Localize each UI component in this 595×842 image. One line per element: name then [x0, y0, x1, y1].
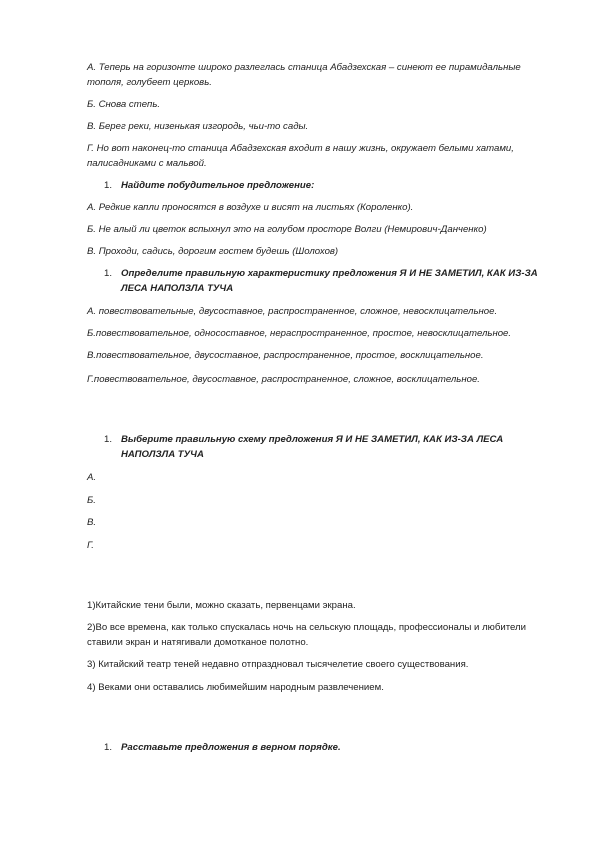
- question-characteristic: [104, 266, 554, 296]
- scheme-option-g: Г.: [87, 540, 94, 551]
- option-g-characteristic: Г.повествовательное, двусоставное, распространенное, сложное, восклицательное.: [87, 374, 480, 385]
- question-number: 1.: [104, 434, 113, 445]
- question-number: 1.: [104, 742, 113, 753]
- scheme-option-v: В.: [87, 517, 97, 528]
- scheme-option-a: А.: [87, 472, 97, 483]
- option-a-sentence: А. Редкие капли проносятся в воздухе и висят на листьях (Короленко).: [87, 202, 414, 213]
- option-g-sentence: Г. Но вот наконец-то станица Абадзехская входит в нашу жизнь, окружает белыми хатами, палисадниками с мальвой.: [87, 143, 514, 169]
- option-b-sentence: Б. Не алый ли цветок вспыхнул это на голубом просторе Волги (Немирович-Данченко): [87, 224, 487, 235]
- sentence-3: 3) Китайский театр теней недавно отпраздновал тысячелетие своего существования.: [87, 659, 469, 670]
- sentence-1: 1)Китайские тени были, можно сказать, первенцами экрана.: [87, 600, 356, 611]
- question-text: Определите правильную характеристику предложения Я И НЕ ЗАМЕТИЛ, КАК ИЗ-ЗА ЛЕСА НАПОЛЗЛА ТУЧА: [121, 268, 538, 294]
- question-number: 1.: [104, 180, 113, 191]
- question-text: Выберите правильную схему предложения Я И НЕ ЗАМЕТИЛ, КАК ИЗ-ЗА ЛЕСА НАПОЛЗЛА ТУЧА: [121, 434, 504, 460]
- option-b-characteristic: Б.повествовательное, односоставное, нераспространенное, простое, невосклицательное.: [87, 328, 512, 339]
- option-a-sentence: А. Теперь на горизонте широко разлеглась станица Абадзехская – синеют ее пирамидальные тополя, голубеет церковь.: [87, 62, 521, 88]
- question-order: [104, 740, 554, 755]
- sentence-2: 2)Во все времена, как только спускалась ночь на сельскую площадь, профессионалы и любители ставили экран и натягивали домотканое полотно.: [87, 622, 526, 648]
- scheme-option-b: Б.: [87, 495, 96, 506]
- option-b-sentence: Б. Снова степь.: [87, 99, 161, 110]
- question-text: Расставьте предложения в верном порядке.: [121, 742, 341, 753]
- question-imperative: [104, 178, 554, 193]
- question-number: 1.: [104, 268, 113, 279]
- question-text: Найдите побудительное предложение:: [121, 180, 315, 191]
- option-v-sentence: В. Проходи, садись, дорогим гостем будешь (Шолохов): [87, 246, 339, 257]
- question-scheme: [104, 432, 554, 462]
- option-v-characteristic: В.повествовательное, двусоставное, распространенное, простое, восклицательное.: [87, 350, 484, 361]
- option-v-sentence: В. Берег реки, низенькая изгородь, чьи-то сады.: [87, 121, 309, 132]
- sentence-4: 4) Веками они оставались любимейшим народным развлечением.: [87, 682, 384, 693]
- option-a-characteristic: А. повествовательные, двусоставное, распространенное, сложное, невосклицательное.: [87, 306, 498, 317]
